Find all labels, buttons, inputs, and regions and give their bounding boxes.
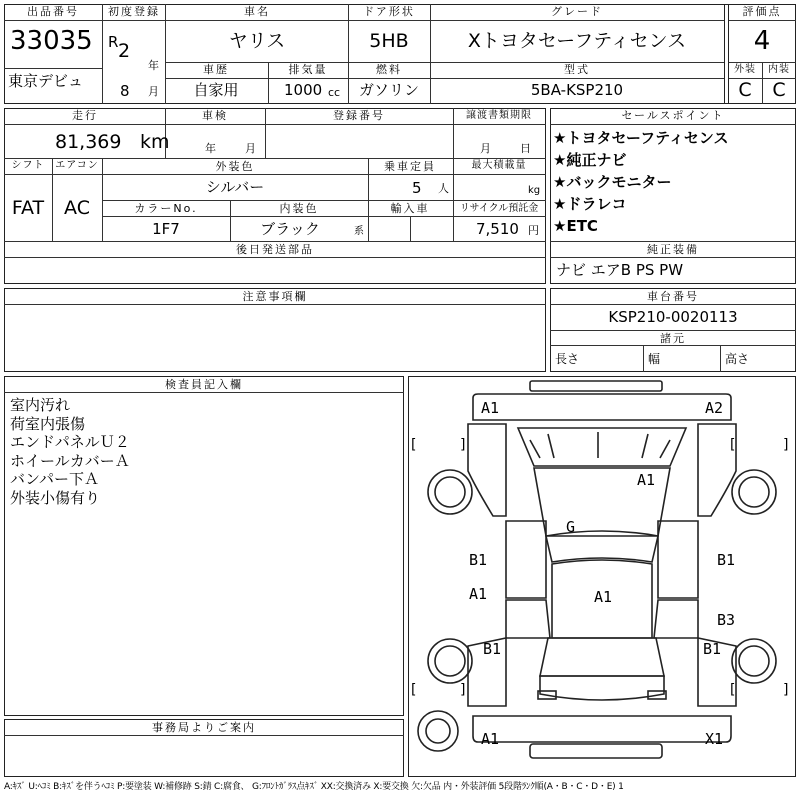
aircon-label: エアコン — [55, 160, 99, 171]
registration-label: 登録番号 — [333, 109, 385, 122]
recycle-label: リサイクル預託金 — [459, 203, 539, 214]
car-diagram — [408, 376, 796, 777]
inspector-line: バンパー下Ａ — [10, 470, 99, 488]
damage-mark: B1 — [469, 551, 488, 569]
height-label: 高さ — [725, 352, 750, 366]
bracket: ] — [783, 682, 789, 698]
equipment-label: 純正装備 — [647, 243, 699, 256]
model-code: 5BA-KSP210 — [530, 81, 624, 99]
equipment: ナビ エアB PS PW — [556, 261, 684, 279]
damage-mark: A1 — [594, 588, 613, 606]
bracket: [ — [730, 437, 736, 453]
sales-point: ★ドラレコ — [553, 195, 627, 213]
sales-point: ★バックモニター — [553, 173, 672, 191]
bracket: ] — [460, 682, 466, 698]
damage-mark: B1 — [483, 640, 502, 658]
damage-mark: A1 — [637, 471, 656, 489]
month-unit: 月 — [148, 85, 159, 98]
damage-mark: B1 — [717, 551, 736, 569]
rear-bumper — [473, 716, 731, 742]
transfer-month-unit: 月 — [480, 142, 491, 155]
reg-month: 8 — [120, 82, 130, 100]
color-no-label: カラーNo. — [134, 202, 198, 215]
interior-label: 内装 — [768, 64, 790, 75]
inspector-line: 室内汚れ — [10, 396, 71, 414]
trunk — [540, 676, 664, 700]
rear-bumper-lower — [530, 744, 662, 758]
score-label: 評価点 — [742, 5, 782, 18]
max-load-unit: kg — [528, 185, 541, 196]
bracket: ] — [783, 437, 789, 453]
spare-wheel — [418, 711, 458, 751]
displacement-label: 排気量 — [288, 63, 328, 76]
interior-color: ブラック — [260, 220, 320, 238]
rear-window — [540, 638, 664, 676]
car-name: ヤリス — [228, 30, 286, 52]
recycle-unit: 円 — [528, 224, 539, 237]
damage-mark: X1 — [705, 730, 724, 748]
recycle-fee: 7,510 — [476, 220, 519, 238]
damage-mark: A1 — [469, 585, 488, 603]
office-label: 事務局よりご案内 — [152, 721, 256, 734]
damage-mark: A2 — [705, 399, 724, 417]
inspector-line: ホイールカバーＡ — [10, 451, 130, 470]
exterior-color: シルバー — [205, 178, 265, 196]
interior-grade: C — [772, 79, 786, 101]
chassis-label: 車台番号 — [647, 290, 699, 303]
exterior-grade: C — [738, 79, 752, 101]
mileage-unit: km — [140, 131, 170, 153]
chassis-number: KSP210-0020113 — [608, 308, 738, 326]
bracket: [ — [411, 437, 417, 453]
exterior-label: 外装 — [734, 64, 756, 75]
grade: Xトヨタセーフティセンス — [467, 30, 687, 52]
damage-mark: A1 — [481, 730, 500, 748]
inspection-month-unit: 月 — [245, 142, 256, 155]
bracket: [ — [411, 682, 417, 698]
year-unit: 年 — [148, 59, 159, 72]
fuel: ガソリン — [358, 81, 420, 99]
inspection-year-unit: 年 — [205, 142, 216, 155]
left-rear-door — [506, 600, 550, 638]
seats: 5 — [412, 179, 422, 197]
displacement: 1000 — [284, 81, 323, 99]
length-label: 長さ — [555, 352, 580, 366]
door-type: 5HB — [369, 30, 409, 52]
sales-point: ★ETC — [553, 217, 598, 235]
inspector-line: 荷室内張傷 — [10, 414, 86, 433]
model-label: 型式 — [564, 63, 590, 76]
lot-label: 出品番号 — [27, 5, 79, 18]
seats-label: 乗車定員 — [384, 160, 436, 173]
fuel-label: 燃料 — [376, 63, 402, 76]
aircon: AC — [64, 197, 90, 219]
seats-unit: 人 — [438, 182, 449, 195]
import-label: 輸入車 — [390, 202, 430, 215]
inspector-line: エンドパネルＵ２ — [10, 433, 130, 451]
shift: FAT — [11, 197, 45, 219]
first-reg-label: 初度登録 — [108, 5, 160, 18]
interior-color-unit: 系 — [354, 226, 364, 237]
inspector-label: 検査員記入欄 — [165, 378, 243, 391]
lot-number: 33035 — [10, 26, 93, 56]
later-parts-label: 後日発送部品 — [236, 243, 314, 256]
legend: A:ｷｽﾞ U:ﾍｺﾐ B:ｷｽﾞを伴うﾍｺﾐ P:要塗装 W:補修跡 S:錆 C:腐食、 G:ﾌﾛﾝﾄｶﾞﾗｽ点ｷｽﾞ XX:交換済み X:要交換 欠:欠品 内・外装評価 5段階ﾗﾝｸ順(A・B・C・D・E) 1 — [4, 782, 624, 792]
shift-label: シフト — [11, 160, 45, 171]
specs-label: 諸元 — [660, 332, 686, 345]
color-no: 1F7 — [152, 220, 180, 238]
inspector-line: 外装小傷有り — [10, 488, 101, 507]
reg-year: 2 — [118, 40, 131, 62]
car-name-label: 車名 — [244, 5, 270, 18]
bracket: [ — [730, 682, 736, 698]
transfer-deadline-label: 譲渡書類期限 — [466, 110, 532, 121]
damage-mark: B1 — [703, 640, 722, 658]
grade-label: グレード — [551, 5, 603, 18]
mileage-label: 走行 — [72, 109, 98, 122]
mileage: 81,369 — [55, 131, 122, 153]
max-load-label: 最大積載量 — [471, 160, 527, 171]
left-front-door — [506, 521, 546, 598]
damage-mark: B3 — [717, 611, 736, 629]
venue-label: 東京デビュ — [8, 72, 84, 90]
displacement-unit: cc — [328, 86, 341, 99]
interior-color-label: 内装色 — [279, 202, 319, 215]
front-bumper-lip — [530, 381, 662, 391]
era: R — [108, 33, 119, 51]
door-label: ドア形状 — [363, 5, 415, 18]
left-front-fender — [468, 424, 506, 516]
history: 自家用 — [193, 81, 239, 99]
sales-points-label: セールスポイント — [621, 109, 725, 122]
bracket: ] — [460, 437, 466, 453]
transfer-day-unit: 日 — [520, 142, 531, 155]
notes-label: 注意事項欄 — [242, 290, 308, 303]
damage-mark: A1 — [481, 399, 500, 417]
width-label: 幅 — [648, 352, 661, 366]
score: 4 — [753, 26, 771, 56]
inspector-notes — [10, 396, 130, 507]
front-bumper — [473, 394, 731, 420]
exterior-color-label: 外装色 — [215, 160, 255, 173]
windshield-frame — [518, 428, 686, 466]
history-label: 車歴 — [203, 63, 229, 76]
damage-mark: G — [566, 518, 576, 536]
sales-point: ★トヨタセーフティセンス — [553, 129, 729, 147]
right-rear-door — [654, 600, 698, 638]
inspection-label: 車検 — [202, 109, 228, 122]
sales-point: ★純正ナビ — [553, 151, 627, 169]
right-front-door — [658, 521, 698, 598]
